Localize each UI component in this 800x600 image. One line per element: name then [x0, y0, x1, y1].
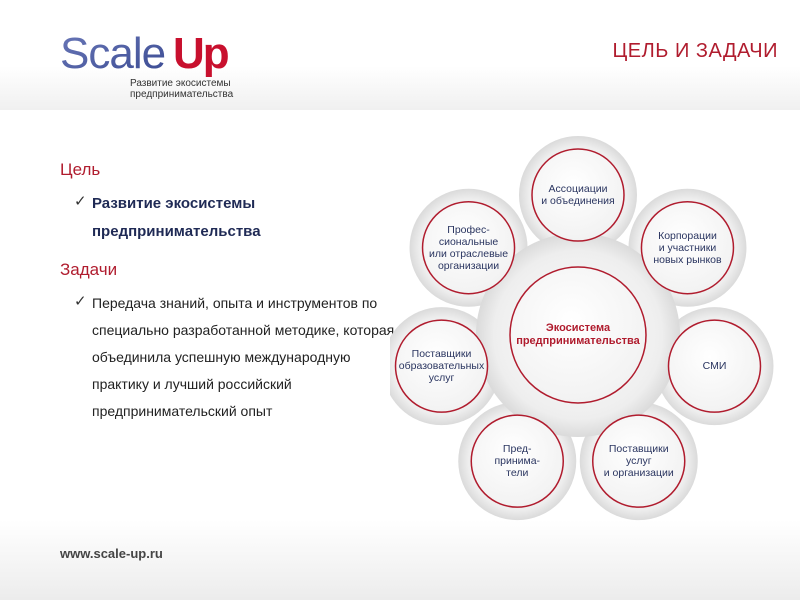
ecosystem-center-label: Экосистема предпринимательства: [516, 322, 640, 347]
ecosystem-node-label: Профес- сиональные или отраслевые организации: [429, 223, 509, 272]
logo-scale-text: Scale: [60, 29, 166, 78]
ecosystem-node-label: Поставщики услуг и организации: [603, 443, 674, 480]
ecosystem-node-label: Поставщики образовательных услуг: [398, 348, 485, 385]
ecosystem-node-label: Пред- принима- тели: [494, 443, 541, 480]
goal-item: [60, 190, 395, 246]
page-title: ЦЕЛЬ И ЗАДАЧИ: [612, 40, 778, 62]
ecosystem-node-label: СМИ: [702, 360, 727, 373]
logo-wordmark: [60, 22, 240, 78]
goals-and-tasks: [60, 160, 395, 431]
checkmark-icon: ✓: [74, 193, 87, 210]
ecosystem-node-label: Ассоциации и объединения: [541, 183, 615, 207]
logo-tagline-line1: Развитие экосистемы: [130, 78, 231, 89]
footer-url: www.scale-up.ru: [60, 546, 163, 561]
logo-tagline-line2: предпринимательства: [130, 89, 234, 100]
task-item: [60, 290, 395, 425]
ecosystem-diagram: [390, 130, 800, 550]
task-item-text: Передача знаний, опыта и инструментов по специально разработанной методике, которая объединила успешную международную практику и лучший российский предпринимательский опыт: [92, 295, 395, 419]
checkmark-icon: ✓: [74, 293, 87, 310]
logo-tagline: [130, 78, 250, 100]
logo-up-text: Up: [173, 29, 228, 78]
goal-heading: Цель: [60, 160, 101, 179]
goal-item-text: Развитие экосистемы предпринимательства: [92, 195, 261, 240]
ecosystem-node-label: Корпорации и участники новых рынков: [653, 229, 722, 266]
tasks-heading: Задачи: [60, 260, 118, 279]
scaleup-logo: [60, 22, 240, 102]
